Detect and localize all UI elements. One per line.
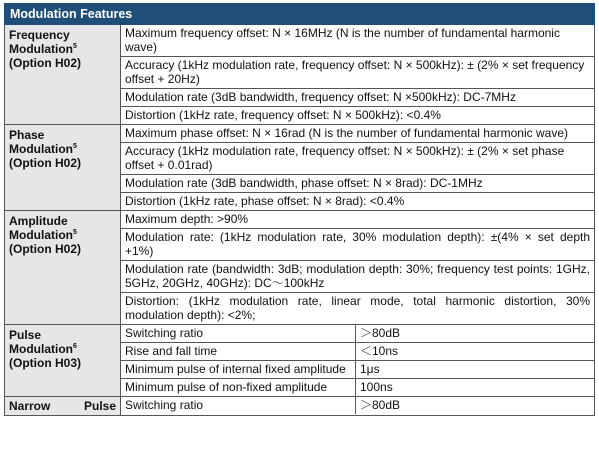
- pm-section: [5, 125, 595, 211]
- table-row: [121, 325, 594, 343]
- pm-label-line1: Phase: [9, 128, 45, 142]
- table-header-row: [5, 4, 595, 25]
- fm-max-offset: Maximum frequency offset: N × 16MHz (N is the number of fundamental harmonic wave): [121, 25, 594, 57]
- am-max-depth: Maximum depth: >90%: [121, 211, 594, 229]
- pulse-section: [5, 325, 595, 397]
- narrow-pulse-param: Switching ratio: [121, 397, 356, 414]
- table-row: [121, 379, 594, 397]
- fm-label-line2: Modulation: [9, 42, 73, 56]
- pm-distortion: Distortion (1kHz rate, phase offset: N × 8rad): <0.4%: [125, 194, 405, 208]
- fm-footnote-ref: 5: [72, 43, 77, 50]
- fm-label-line1: Frequency: [9, 28, 70, 42]
- pm-label-line2: Modulation: [9, 142, 73, 156]
- narrow-pulse-value: ＞80dB: [360, 398, 401, 412]
- fm-section: [5, 25, 595, 125]
- pulse-label: [5, 325, 121, 397]
- pm-modulation-rate: Modulation rate (3dB bandwidth, phase offset: N × 8rad): DC-1MHz: [121, 175, 594, 193]
- fm-label-line3: (Option H02): [9, 56, 81, 70]
- narrow-pulse-label: [5, 397, 121, 416]
- modulation-features-table: [4, 3, 595, 416]
- pulse-specs: [121, 325, 595, 397]
- am-label-line2: Modulation: [9, 228, 73, 242]
- am-label: [5, 211, 121, 325]
- am-label-line1: Amplitude: [9, 214, 68, 228]
- fm-specs: [121, 25, 595, 125]
- pulse-label-line2: Modulation: [9, 342, 73, 356]
- am-specs: [121, 211, 595, 325]
- pulse-param: Minimum pulse of non-fixed amplitude: [121, 379, 356, 397]
- pulse-value: 100ns: [360, 380, 393, 394]
- pulse-param: Rise and fall time: [121, 343, 356, 361]
- pulse-label-line3: (Option H03): [9, 356, 81, 370]
- fm-modulation-rate: Modulation rate (3dB bandwidth, frequency offset: N ×500kHz): DC-7MHz: [121, 89, 594, 107]
- am-footnote-ref: 5: [72, 229, 77, 236]
- modulation-features-table-wrapper: [4, 3, 594, 416]
- fm-label: [5, 25, 121, 125]
- pulse-footnote-ref: 6: [72, 343, 77, 350]
- pulse-param: Minimum pulse of internal fixed amplitude: [121, 361, 356, 379]
- am-label-line3: (Option H02): [9, 242, 81, 256]
- pm-label: [5, 125, 121, 211]
- pulse-value: ＜10ns: [356, 343, 595, 361]
- narrow-pulse-label-word1: Narrow: [9, 399, 51, 413]
- table-title: Modulation Features: [5, 4, 595, 25]
- am-section: [5, 211, 595, 325]
- pm-max-offset: Maximum phase offset: N × 16rad (N is the number of fundamental harmonic wave): [121, 125, 594, 143]
- narrow-pulse-specs: [121, 397, 595, 416]
- pulse-value: ＞80dB: [356, 325, 595, 343]
- pm-accuracy: Accuracy (1kHz modulation rate, frequency offset: N × 500kHz): ± (2% × set phase offset + 0.01rad): [121, 143, 594, 175]
- pulse-param: Switching ratio: [121, 325, 356, 343]
- table-row: [121, 361, 594, 379]
- fm-distortion: Distortion (1kHz rate, frequency offset: N × 500kHz): <0.4%: [125, 108, 441, 122]
- am-modulation-rate: Modulation rate (bandwidth: 3dB; modulation depth: 30%; frequency test points: 1GHz, 5GHz, 20GHz, 40GHz): DC～100kHz: [121, 261, 594, 293]
- pm-label-line3: (Option H02): [9, 156, 81, 170]
- pm-specs: [121, 125, 595, 211]
- pulse-value: 1μs: [356, 361, 595, 379]
- fm-accuracy: Accuracy (1kHz modulation rate, frequency offset: N × 500kHz): ± (2% × set frequency offset + 20Hz): [121, 57, 594, 89]
- am-accuracy: Modulation rate: (1kHz modulation rate, 30% modulation depth): ±(4% × set depth +1%): [121, 229, 594, 261]
- table-row: [121, 397, 594, 414]
- table-row: [121, 343, 594, 361]
- pulse-label-line1: Pulse: [9, 328, 42, 342]
- am-distortion: Distortion: (1kHz modulation rate, linear mode, total harmonic distortion, 30% modulation depth): <2%;: [125, 294, 591, 322]
- pm-footnote-ref: 5: [72, 143, 77, 150]
- narrow-pulse-label-word2: Pulse: [83, 399, 116, 413]
- narrow-pulse-section: [5, 397, 595, 416]
